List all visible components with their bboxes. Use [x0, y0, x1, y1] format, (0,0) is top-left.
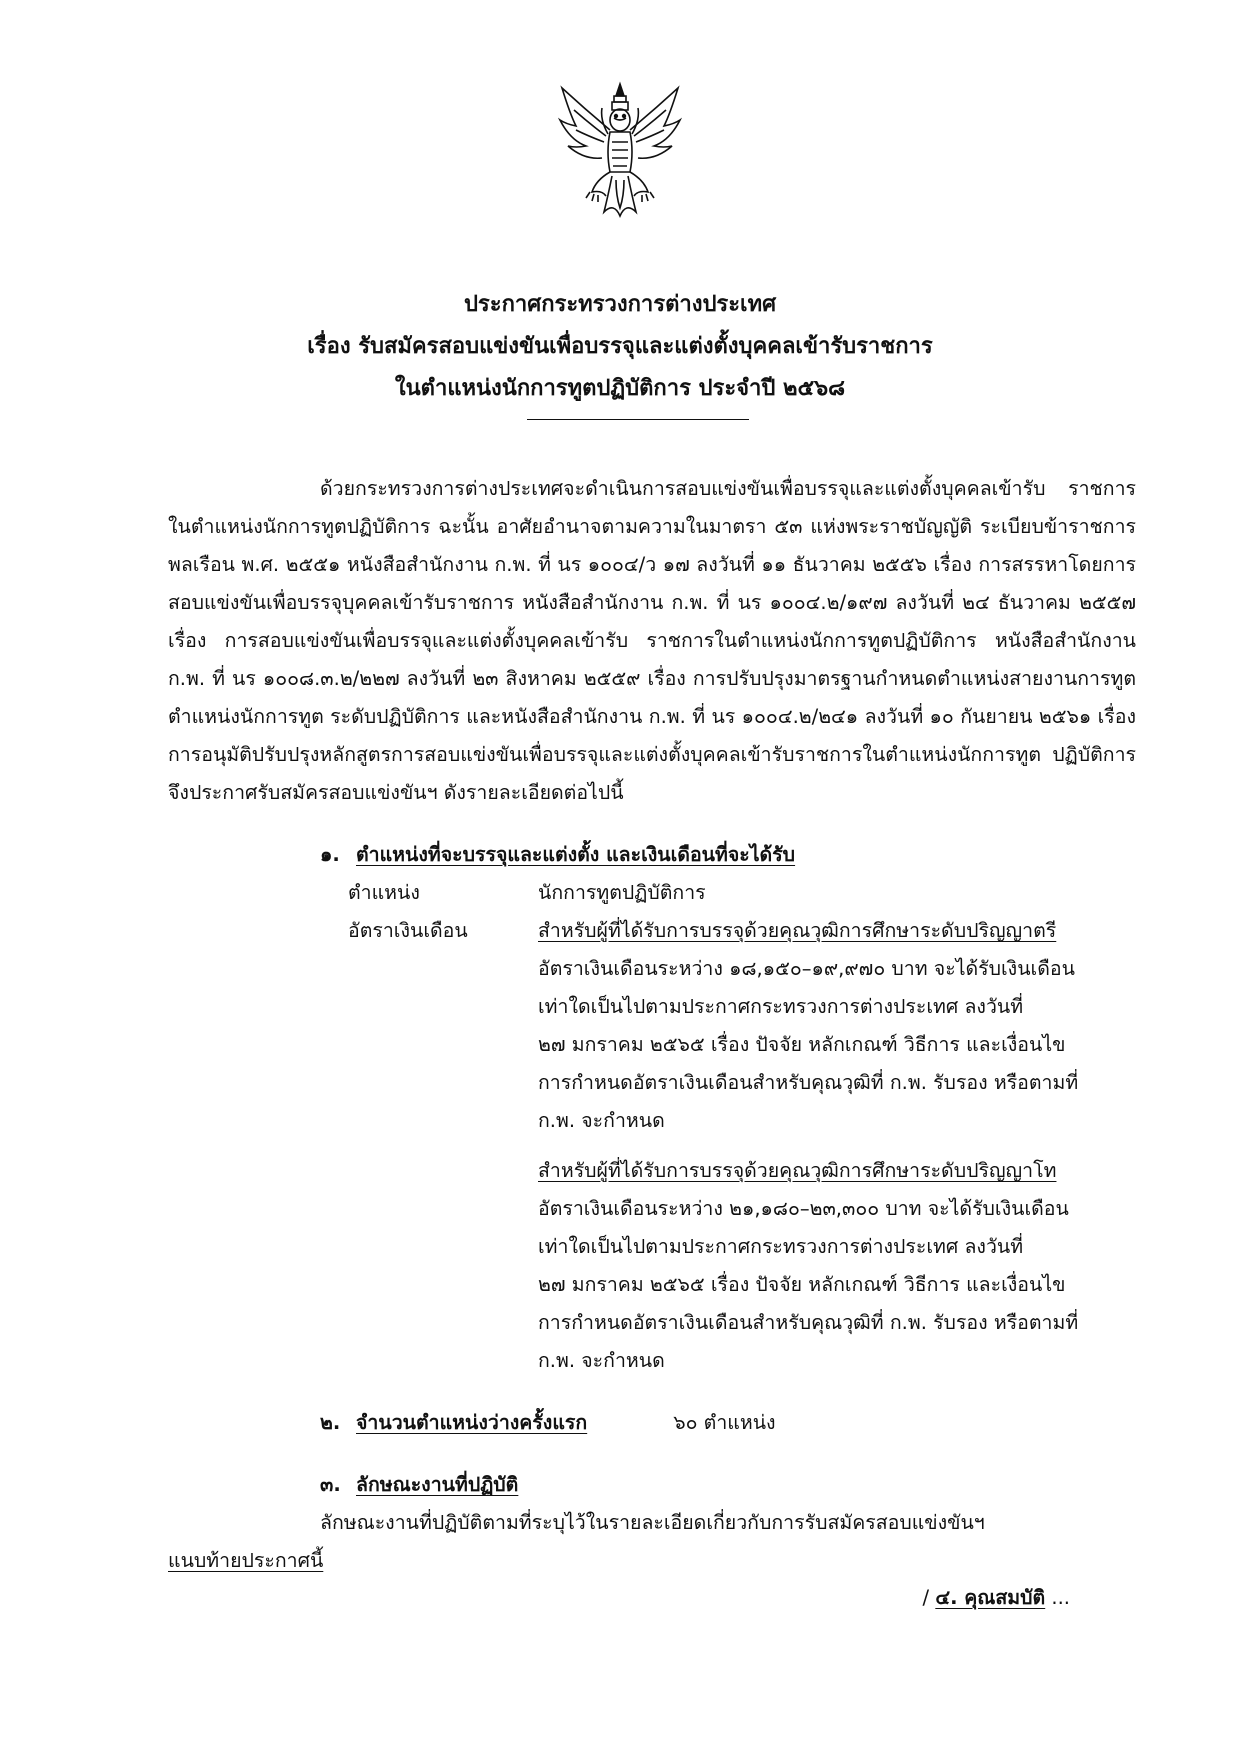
salary-line: เท่าใดเป็นไปตามประกาศกระทรวงการต่างประเทศ ลงวันที่ — [538, 1235, 1024, 1258]
section-3 — [168, 1466, 1136, 1580]
section-1-number: ๑. — [320, 843, 340, 866]
title-line-2: เรื่อง รับสมัครสอบแข่งขันเพื่อบรรจุและแต่งตั้งบุคคลเข้ารับราชการ — [307, 334, 933, 359]
section-2-number: ๒. — [320, 1411, 341, 1434]
salary-row — [168, 912, 1136, 950]
intro-line: ระเบียบข้าราชการพลเรือน พ.ศ. ๒๕๕๑ หนังสือสำนักงาน ก.พ. ที่ นร ๑๐๐๔/ว ๑๗ ลงวันที่ ๑๑ ธันวาคม — [168, 515, 1136, 576]
salary-line: ๒๗ มกราคม ๒๕๖๕ เรื่อง ปัจจัย หลักเกณฑ์ วิธีการ และเงื่อนไข — [538, 1033, 1066, 1056]
section-2 — [168, 1404, 1136, 1442]
section-1 — [168, 836, 1136, 1380]
section-3-line: ลักษณะงานที่ปฏิบัติตามที่ระบุไว้ในรายละเอียดเกี่ยวกับการรับสมัครสอบแข่งขันฯ — [320, 1511, 985, 1534]
intro-paragraph — [168, 470, 1136, 812]
title-divider — [527, 419, 749, 420]
intro-line: ด้วยกระทรวงการต่างประเทศจะดำเนินการสอบแข่งขันเพื่อบรรจุและแต่งตั้งบุคคลเข้ารับ — [320, 477, 1046, 500]
intro-line: การอนุมัติปรับปรุงหลักสูตรการสอบแข่งขันเพื่อบรรจุและแต่งตั้งบุคคลเข้ารับราชการในตำแหน่งนักการทูต — [168, 743, 1041, 766]
section-3-text — [168, 1504, 1136, 1542]
section-2-title: จำนวนตำแหน่งว่างครั้งแรก — [356, 1411, 588, 1434]
next-page-reference — [923, 1582, 1070, 1613]
intro-line: ๒๓ สิงหาคม ๒๕๕๙ เรื่อง การปรับปรุงมาตรฐานกำหนดตำแหน่งสายงานการทูต ตำแหน่งนักการทูต — [168, 667, 1136, 728]
intro-line: ราชการ ในตำแหน่งนักการทูตปฏิบัติการ ฉะนั้น อาศัยอำนาจตามความในมาตรา ๕๓ แห่งพระราชบัญญัติ — [168, 477, 1136, 538]
title-line-3: ในตำแหน่งนักการทูตปฏิบัติการ ประจำปี ๒๕๖๘ — [394, 376, 846, 401]
intro-line: ปฏิบัติการ จึงประกาศรับสมัครสอบแข่งขันฯ ดังรายละเอียดต่อไปนี้ — [168, 743, 1136, 804]
position-row — [168, 874, 1136, 912]
intro-line: ราชการในตำแหน่งนักการทูตปฏิบัติการ หนังสือสำนักงาน ก.พ. ที่ นร ๑๐๐๘.๓.๒/๒๒๗ ลงวันที่ — [168, 629, 1136, 690]
salary-line: อัตราเงินเดือนระหว่าง ๑๘,๑๕๐–๑๙,๙๗๐ บาท จะได้รับเงินเดือน — [538, 957, 1075, 980]
salary-line: ก.พ. จะกำหนด — [538, 1349, 665, 1372]
document-title — [0, 284, 1240, 410]
section-3-heading — [320, 1466, 1136, 1504]
footer-next-section: ๔. คุณสมบัติ — [935, 1586, 1046, 1609]
master-salary-text — [538, 1152, 1136, 1380]
section-3-number: ๓. — [320, 1473, 341, 1496]
section-1-title: ตำแหน่งที่จะบรรจุและแต่งตั้ง และเงินเดือนที่จะได้รับ — [356, 843, 796, 866]
garuda-emblem-icon — [556, 80, 684, 220]
vacancy-count: ๖๐ ตำแหน่ง — [673, 1411, 776, 1434]
salary-line: อัตราเงินเดือนระหว่าง ๒๑,๑๘๐–๒๓,๓๐๐ บาท จะได้รับเงินเดือน — [538, 1197, 1069, 1220]
bachelor-salary-heading: สำหรับผู้ที่ได้รับการบรรจุด้วยคุณวุฒิการศึกษาระดับปริญญาตรี — [538, 919, 1057, 942]
salary-line: เท่าใดเป็นไปตามประกาศกระทรวงการต่างประเทศ ลงวันที่ — [538, 995, 1024, 1018]
salary-line: การกำหนดอัตราเงินเดือนสำหรับคุณวุฒิที่ ก.พ. รับรอง หรือตามที่ — [538, 1311, 1079, 1334]
salary-line: ๒๗ มกราคม ๒๕๖๕ เรื่อง ปัจจัย หลักเกณฑ์ วิธีการ และเงื่อนไข — [538, 1273, 1066, 1296]
annex-reference: แนบท้ายประกาศนี้ — [168, 1549, 324, 1572]
position-value: นักการทูตปฏิบัติการ — [538, 881, 706, 904]
salary-line: ก.พ. จะกำหนด — [538, 1109, 665, 1132]
master-salary-heading: สำหรับผู้ที่ได้รับการบรรจุด้วยคุณวุฒิการศึกษาระดับปริญญาโท — [538, 1159, 1057, 1182]
footer-prefix: / — [922, 1586, 936, 1609]
title-line-1: ประกาศกระทรวงการต่างประเทศ — [463, 292, 777, 317]
bachelor-salary-text — [538, 950, 1136, 1140]
intro-line: ๒๕๕๖ เรื่อง การสรรหาโดยการสอบแข่งขันเพื่อบรรจุบุคคลเข้ารับราชการ หนังสือสำนักงาน ก.พ. — [168, 553, 1136, 614]
position-label: ตำแหน่ง — [348, 881, 420, 904]
salary-label: อัตราเงินเดือน — [348, 919, 468, 942]
intro-line: ระดับปฏิบัติการ และหนังสือสำนักงาน ก.พ. ที่ นร ๑๐๐๔.๒/๒๔๑ ลงวันที่ ๑๐ กันยายน ๒๕๖๑ เรื่อง — [330, 705, 1136, 728]
section-3-title: ลักษณะงานที่ปฏิบัติ — [356, 1473, 519, 1496]
section-2-heading — [320, 1404, 1136, 1442]
document-body — [168, 470, 1136, 1580]
footer-suffix: ... — [1045, 1586, 1070, 1609]
intro-line: ที่ นร ๑๐๐๔.๒/๑๙๗ ลงวันที่ ๒๔ ธันวาคม ๒๕๕๗ เรื่อง การสอบแข่งขันเพื่อบรรจุและแต่งตั้งบุคคลเข้ารับ — [168, 591, 1137, 652]
section-1-heading — [320, 836, 1136, 874]
salary-line: การกำหนดอัตราเงินเดือนสำหรับคุณวุฒิที่ ก.พ. รับรอง หรือตามที่ — [538, 1071, 1079, 1094]
